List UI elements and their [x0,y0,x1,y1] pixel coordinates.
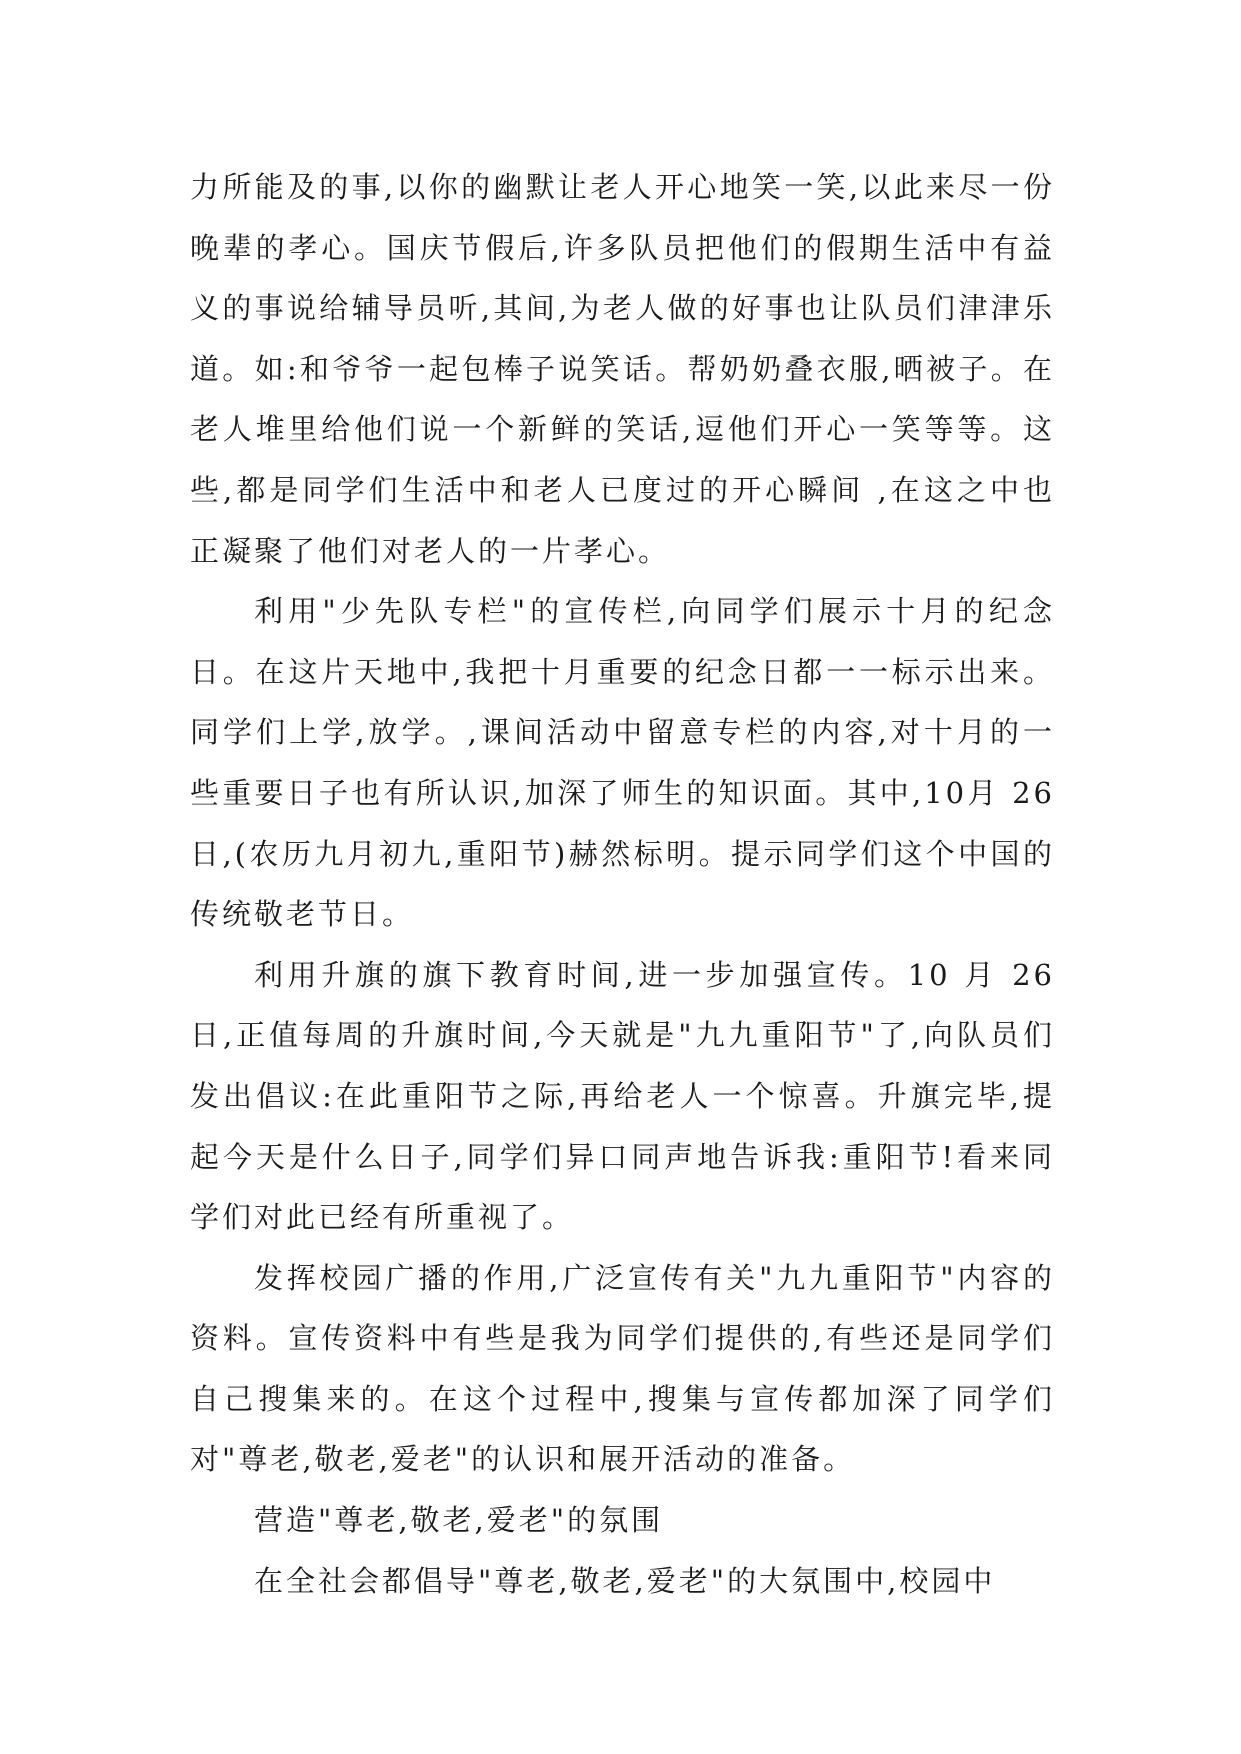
paragraph-3: 利用升旗的旗下教育时间,进一步加强宣传。10 月 26 日,正值每周的升旗时间,今天就是"九九重阳节"了,向队员们发出倡议:在此重阳节之际,再给老人一个惊喜。升旗完毕,提起今天是什么日子,同学们异口同声地告诉我:重阳节!看来同学们对此已经有所重视了。 [190,957,1055,1235]
section-heading: 营造"尊老,敬老,爱老"的氛围 [254,1503,664,1538]
document-body [190,157,1055,1611]
paragraph-4: 发挥校园广播的作用,广泛宣传有关"九九重阳节"内容的资料。宣传资料中有些是我为同学们提供的,有些还是同学们自己搜集来的。在这个过程中,搜集与宣传都加深了同学们对"尊老,敬老,爱老"的认识和展开活动的准备。 [190,1260,1055,1477]
paragraph-1: 力所能及的事,以你的幽默让老人开心地笑一笑,以此来尽一份晚辈的孝心。国庆节假后,许多队员把他们的假期生活中有益义的事说给辅导员听,其间,为老人做的好事也让队员们津津乐道。如:和爷爷一起包棒子说笑话。帮奶奶叠衣服,晒被子。在老人堆里给他们说一个新鲜的笑话,逗他们开心一笑等等。这些,都是同学们生活中和老人已度过的开心瞬间 ,在这之中也正凝聚了他们对老人的一片孝心。 [190,170,1055,568]
paragraph-2: 利用"少先队专栏"的宣传栏,向同学们展示十月的纪念日。在这片天地中,我把十月重要的纪念日都一一标示出来。同学们上学,放学。,课间活动中留意专栏的内容,对十月的一些重要日子也有所认识,加深了师生的知识面。其中,10月 26 日,(农历九月初九,重阳节)赫然标明。提示同学们这个中国的传统敬老节日。 [190,594,1055,932]
paragraph-5: 在全社会都倡导"尊老,敬老,爱老"的大氛围中,校园中 [254,1563,996,1598]
